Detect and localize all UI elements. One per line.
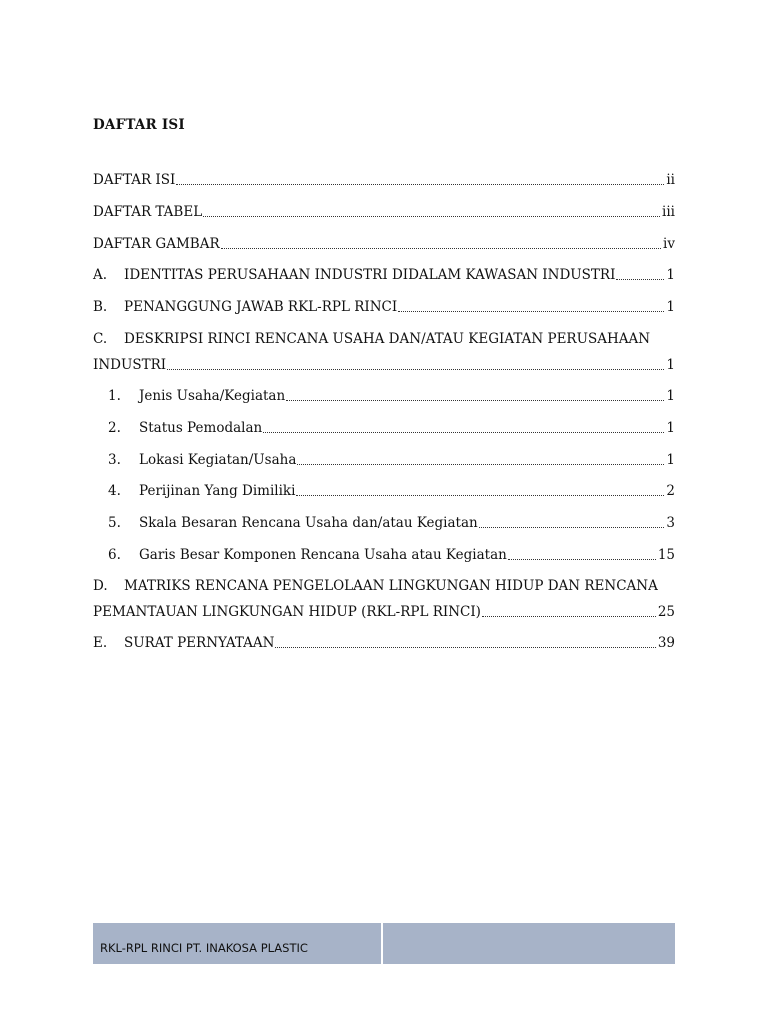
toc-leader bbox=[167, 369, 664, 370]
toc-subentry-5[interactable] bbox=[108, 514, 675, 532]
toc-entry-title: PENANGGUNG JAWAB RKL-RPL RINCI bbox=[124, 299, 398, 315]
toc-entry-page: iv bbox=[663, 236, 675, 252]
toc-entry-marker: 6. bbox=[108, 547, 121, 563]
toc-entry-title-continued: PEMANTAUAN LINGKUNGAN HIDUP (RKL-RPL RINCI) bbox=[93, 604, 481, 620]
toc-entry-marker: 5. bbox=[108, 515, 121, 531]
toc-leader bbox=[297, 464, 664, 465]
toc-entry-page: 25 bbox=[657, 604, 675, 620]
toc-entry-marker: 3. bbox=[108, 452, 121, 468]
toc-entry-title: Jenis Usaha/Kegiatan bbox=[139, 388, 286, 404]
toc-entry-marker: 4. bbox=[108, 483, 121, 499]
toc-leader bbox=[398, 311, 664, 312]
toc-entry-marker: E. bbox=[93, 635, 108, 651]
toc-entry-title: MATRIKS RENCANA PENGELOLAAN LINGKUNGAN HIDUP DAN RENCANA bbox=[124, 578, 658, 594]
toc-entry-title: IDENTITAS PERUSAHAAN INDUSTRI DIDALAM KAWASAN INDUSTRI bbox=[124, 267, 616, 283]
toc-entry-daftar-tabel[interactable] bbox=[93, 203, 675, 221]
toc-entry-page: 1 bbox=[666, 420, 675, 436]
toc-entry-title: DAFTAR TABEL bbox=[93, 204, 203, 220]
toc-leader bbox=[508, 559, 656, 560]
toc-leader bbox=[286, 400, 664, 401]
toc-entry-page: 1 bbox=[666, 299, 675, 315]
toc-entry-c-line1[interactable] bbox=[93, 330, 675, 348]
toc-leader bbox=[263, 432, 664, 433]
toc-entry-page: iii bbox=[662, 204, 675, 220]
toc-leader bbox=[176, 184, 664, 185]
toc-entry-page: 15 bbox=[657, 547, 675, 563]
footer-right-cell bbox=[383, 923, 675, 964]
toc-entry-page: 1 bbox=[666, 357, 675, 373]
footer-document-title: RKL-RPL RINCI PT. INAKOSA PLASTIC bbox=[93, 923, 383, 964]
toc-heading: DAFTAR ISI bbox=[93, 117, 185, 133]
toc-subentry-4[interactable] bbox=[108, 482, 675, 500]
toc-entry-title: Garis Besar Komponen Rencana Usaha atau Kegiatan bbox=[139, 547, 507, 563]
toc-subentry-6[interactable] bbox=[108, 546, 675, 564]
toc-entry-marker: B. bbox=[93, 299, 108, 315]
toc-entry-d-line1[interactable] bbox=[93, 577, 675, 595]
toc-entry-marker: 1. bbox=[108, 388, 121, 404]
toc-leader bbox=[296, 495, 664, 496]
toc-entry-daftar-isi[interactable] bbox=[93, 171, 675, 189]
toc-entry-c-line2[interactable] bbox=[93, 356, 675, 374]
toc-entry-marker: A. bbox=[93, 267, 108, 283]
toc-leader bbox=[616, 279, 664, 280]
toc-leader bbox=[482, 616, 656, 617]
toc-entry-title: SURAT PERNYATAAN bbox=[124, 635, 275, 651]
page-footer bbox=[93, 923, 675, 964]
toc-entry-page: 1 bbox=[666, 452, 675, 468]
toc-entry-title-continued: INDUSTRI bbox=[93, 357, 167, 373]
toc-entry-title: Skala Besaran Rencana Usaha dan/atau Kegiatan bbox=[139, 515, 478, 531]
toc-entry-page: 1 bbox=[666, 388, 675, 404]
toc-entry-d-line2[interactable] bbox=[93, 603, 675, 621]
toc-entry-marker: D. bbox=[93, 578, 108, 594]
toc-entry-title: Status Pemodalan bbox=[139, 420, 263, 436]
toc-entry-title: DESKRIPSI RINCI RENCANA USAHA DAN/ATAU KEGIATAN PERUSAHAAN bbox=[124, 331, 651, 347]
toc-entry-page: 1 bbox=[666, 267, 675, 283]
toc-subentry-2[interactable] bbox=[108, 419, 675, 437]
toc-entry-marker: 2. bbox=[108, 420, 121, 436]
toc-leader bbox=[221, 248, 661, 249]
toc-entry-daftar-gambar[interactable] bbox=[93, 235, 675, 253]
toc-entry-title: Perijinan Yang Dimiliki bbox=[139, 483, 296, 499]
toc-entry-a[interactable] bbox=[93, 266, 675, 284]
toc-leader bbox=[275, 647, 655, 648]
toc-subentry-1[interactable] bbox=[108, 387, 675, 405]
toc-entry-e[interactable] bbox=[93, 634, 675, 652]
toc-entry-marker: C. bbox=[93, 331, 108, 347]
toc-entry-page: ii bbox=[666, 172, 675, 188]
toc-entry-title: DAFTAR ISI bbox=[93, 172, 176, 188]
toc-entry-b[interactable] bbox=[93, 298, 675, 316]
toc-subentry-3[interactable] bbox=[108, 451, 675, 469]
toc-entry-title: Lokasi Kegiatan/Usaha bbox=[139, 452, 297, 468]
toc-entry-page: 2 bbox=[666, 483, 675, 499]
toc-leader bbox=[479, 527, 665, 528]
toc-leader bbox=[203, 216, 660, 217]
toc-entry-title: DAFTAR GAMBAR bbox=[93, 236, 220, 252]
toc-entry-page: 3 bbox=[666, 515, 675, 531]
toc-entry-page: 39 bbox=[657, 635, 675, 651]
